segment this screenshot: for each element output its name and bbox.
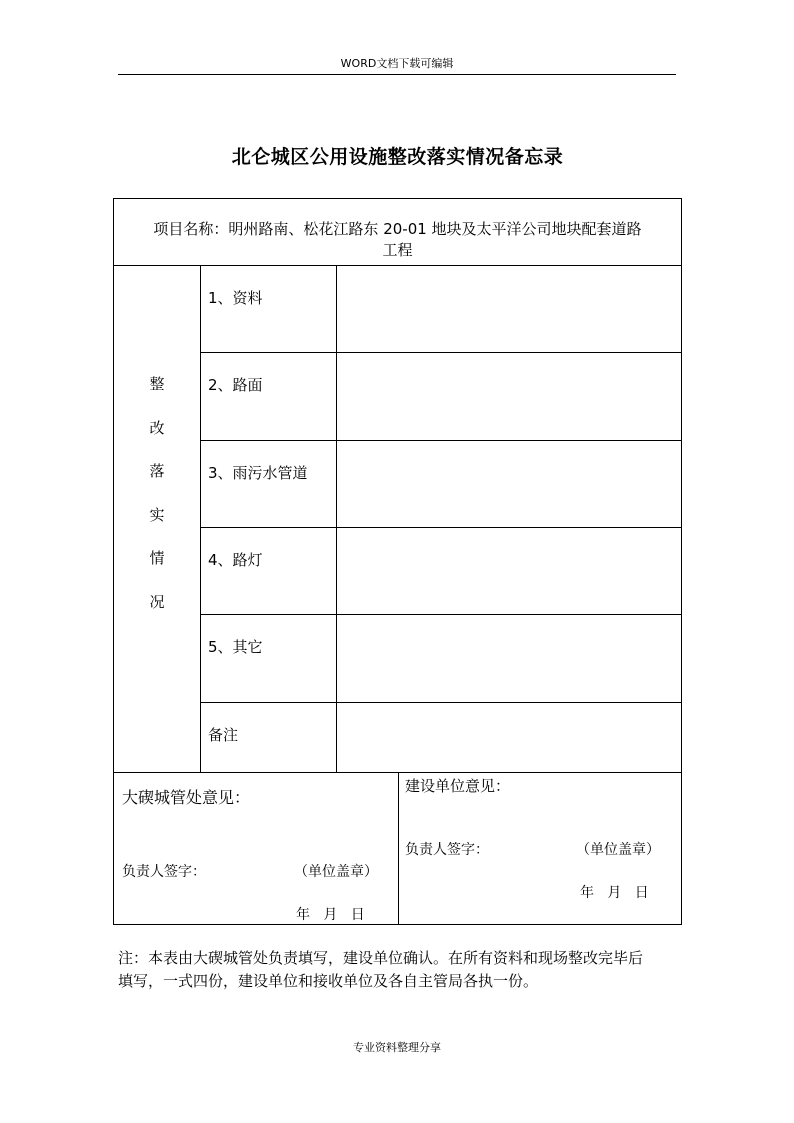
side-label-char: 整 xyxy=(149,375,165,393)
project-name-line2: 工程 xyxy=(382,241,413,259)
item-content-other[interactable] xyxy=(337,615,681,702)
project-name-line1: 项目名称：明州路南、松花江路东 20-01 地块及太平洋公司地块配套道路 xyxy=(153,220,642,238)
side-label-char: 实 xyxy=(149,505,165,524)
page-footer: 专业资料整理分享 xyxy=(353,1041,441,1054)
side-label-char: 情 xyxy=(149,549,165,568)
item-label-documents: 1、资料 xyxy=(208,289,263,307)
left-signer-label: 负责人签字： xyxy=(122,864,206,880)
header-rule xyxy=(118,74,676,75)
footnote-line1: 注：本表由大碶城管处负责填写，建设单位确认。在所有资料和现场整改完毕后 xyxy=(118,949,644,967)
item-label-road-surface: 2、路面 xyxy=(208,376,263,394)
right-seal-label: （单位盖章） xyxy=(576,842,660,858)
item-label-remarks: 备注 xyxy=(208,726,239,744)
item-content-remarks[interactable] xyxy=(337,703,681,772)
column-divider xyxy=(200,265,201,772)
side-label-char: 况 xyxy=(149,592,165,611)
left-date-label: 年 月 日 xyxy=(296,907,365,923)
item-label-street-lights: 4、路灯 xyxy=(208,551,263,569)
item-content-street-lights[interactable] xyxy=(337,528,681,614)
city-management-opinion-title: 大碶城管处意见： xyxy=(122,788,251,807)
left-seal-label: （单位盖章） xyxy=(294,864,378,880)
project-name xyxy=(114,219,681,261)
item-content-road-surface[interactable] xyxy=(337,353,681,440)
item-content-drainage-pipes[interactable] xyxy=(337,441,681,527)
item-label-drainage-pipes: 3、雨污水管道 xyxy=(208,464,308,482)
document-title: 北仑城区公用设施整改落实情况备忘录 xyxy=(231,146,564,168)
item-label-other: 5、其它 xyxy=(208,638,263,656)
rectification-status-label xyxy=(114,372,200,634)
memo-form-table xyxy=(113,198,682,925)
side-label-char: 改 xyxy=(149,418,165,437)
column-divider xyxy=(398,772,399,924)
item-content-documents[interactable] xyxy=(337,266,681,352)
footnote xyxy=(118,947,684,993)
right-date-label: 年 月 日 xyxy=(580,885,649,901)
side-label-char: 落 xyxy=(149,462,165,481)
page-header: WORD文档下载可编辑 xyxy=(340,57,454,70)
right-signer-label: 负责人签字： xyxy=(405,842,489,858)
footnote-line2: 填写，一式四份，建设单位和接收单位及各自主管局各执一份。 xyxy=(118,972,539,990)
construction-unit-opinion-title: 建设单位意见： xyxy=(405,777,511,795)
